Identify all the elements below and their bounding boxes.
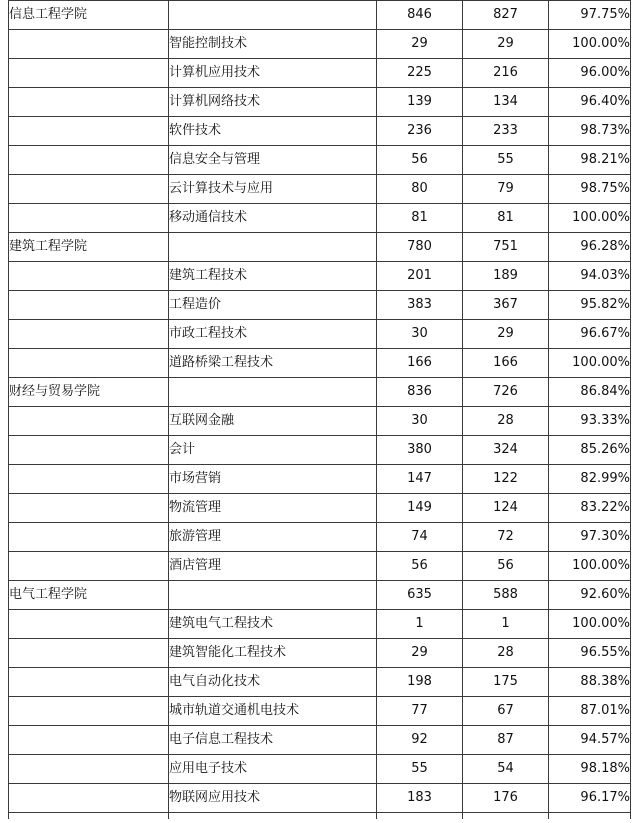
employment-rate-cell: 96.55% [549,639,631,668]
graduates-count-cell: 77 [377,697,463,726]
college-name-cell [9,146,169,175]
college-name-cell [9,291,169,320]
employment-rate-cell: 96.40% [549,88,631,117]
graduates-count-cell: 74 [377,523,463,552]
employment-rate-cell: 96.00% [549,59,631,88]
employed-count-cell: 324 [463,436,549,465]
graduates-count-cell: 139 [377,88,463,117]
college-name-cell [9,117,169,146]
college-name-cell [9,436,169,465]
major-row [9,117,631,146]
college-name-cell [9,523,169,552]
table-cell-partial [377,813,463,820]
college-row [9,1,631,30]
graduates-count-cell: 183 [377,784,463,813]
graduates-count-cell: 201 [377,262,463,291]
employment-rate-cell: 97.30% [549,523,631,552]
graduates-count-cell: 81 [377,204,463,233]
major-name-cell: 计算机网络技术 [169,88,377,117]
employment-rate-cell: 96.17% [549,784,631,813]
college-name-cell [9,204,169,233]
college-name-cell [9,349,169,378]
employment-table [8,0,631,819]
table-cell-partial [549,813,631,820]
college-name-cell: 信息工程学院 [9,1,169,30]
major-row [9,726,631,755]
college-name-cell [9,610,169,639]
employment-rate-cell: 88.38% [549,668,631,697]
table-cell-partial [463,813,549,820]
employed-count-cell: 72 [463,523,549,552]
employed-count-cell: 124 [463,494,549,523]
employment-rate-cell: 96.67% [549,320,631,349]
employment-rate-cell: 87.01% [549,697,631,726]
major-row [9,639,631,668]
graduates-count-cell: 780 [377,233,463,262]
employment-rate-cell: 95.82% [549,291,631,320]
major-name-cell: 城市轨道交通机电技术 [169,697,377,726]
graduates-count-cell: 80 [377,175,463,204]
employed-count-cell: 56 [463,552,549,581]
employed-count-cell: 79 [463,175,549,204]
major-name-cell: 酒店管理 [169,552,377,581]
graduates-count-cell: 198 [377,668,463,697]
employed-count-cell: 28 [463,639,549,668]
graduates-count-cell: 92 [377,726,463,755]
major-row [9,88,631,117]
major-name-cell [169,581,377,610]
employment-rate-cell: 100.00% [549,610,631,639]
major-name-cell: 物联网应用技术 [169,784,377,813]
employed-count-cell: 367 [463,291,549,320]
employed-count-cell: 166 [463,349,549,378]
employment-rate-cell: 85.26% [549,436,631,465]
college-row [9,233,631,262]
employment-rate-cell: 92.60% [549,581,631,610]
major-name-cell: 电子信息工程技术 [169,726,377,755]
employed-count-cell: 29 [463,320,549,349]
major-name-cell: 移动通信技术 [169,204,377,233]
employment-rate-cell: 96.28% [549,233,631,262]
employment-rate-cell: 98.73% [549,117,631,146]
major-name-cell: 建筑电气工程技术 [169,610,377,639]
graduates-count-cell: 56 [377,146,463,175]
graduates-count-cell: 846 [377,1,463,30]
employed-count-cell: 81 [463,204,549,233]
major-row [9,755,631,784]
college-name-cell [9,784,169,813]
employed-count-cell: 87 [463,726,549,755]
college-name-cell [9,697,169,726]
employment-rate-cell: 86.84% [549,378,631,407]
graduates-count-cell: 836 [377,378,463,407]
employed-count-cell: 216 [463,59,549,88]
college-name-cell [9,88,169,117]
graduates-count-cell: 30 [377,407,463,436]
graduates-count-cell: 225 [377,59,463,88]
employed-count-cell: 1 [463,610,549,639]
employment-rate-cell: 100.00% [549,30,631,59]
major-name-cell: 市场营销 [169,465,377,494]
college-name-cell [9,175,169,204]
graduates-count-cell: 383 [377,291,463,320]
major-name-cell: 会计 [169,436,377,465]
major-name-cell: 互联网金融 [169,407,377,436]
graduates-count-cell: 29 [377,639,463,668]
employment-rate-cell: 98.18% [549,755,631,784]
employed-count-cell: 54 [463,755,549,784]
major-row [9,610,631,639]
table-cell-partial [9,813,169,820]
major-name-cell [169,233,377,262]
major-row [9,436,631,465]
college-name-cell [9,755,169,784]
college-name-cell [9,552,169,581]
major-row [9,494,631,523]
employment-rate-cell: 100.00% [549,552,631,581]
graduates-count-cell: 236 [377,117,463,146]
employed-count-cell: 67 [463,697,549,726]
employment-rate-cell: 100.00% [549,349,631,378]
graduates-count-cell: 166 [377,349,463,378]
major-name-cell: 旅游管理 [169,523,377,552]
major-name-cell: 工程造价 [169,291,377,320]
employed-count-cell: 726 [463,378,549,407]
graduates-count-cell: 29 [377,30,463,59]
employed-count-cell: 751 [463,233,549,262]
graduates-count-cell: 30 [377,320,463,349]
major-row [9,146,631,175]
college-name-cell: 电气工程学院 [9,581,169,610]
major-name-cell: 市政工程技术 [169,320,377,349]
major-name-cell [169,1,377,30]
major-row [9,30,631,59]
college-name-cell [9,465,169,494]
employment-rate-cell: 94.57% [549,726,631,755]
major-name-cell: 云计算技术与应用 [169,175,377,204]
major-row [9,523,631,552]
major-name-cell: 智能控制技术 [169,30,377,59]
college-row [9,378,631,407]
employed-count-cell: 189 [463,262,549,291]
graduates-count-cell: 147 [377,465,463,494]
employed-count-cell: 588 [463,581,549,610]
major-row [9,262,631,291]
college-name-cell: 财经与贸易学院 [9,378,169,407]
graduates-count-cell: 1 [377,610,463,639]
employed-count-cell: 134 [463,88,549,117]
college-row [9,581,631,610]
major-row [9,59,631,88]
employed-count-cell: 28 [463,407,549,436]
employment-rate-cell: 100.00% [549,204,631,233]
college-name-cell [9,262,169,291]
major-row [9,668,631,697]
major-row [9,465,631,494]
employment-rate-cell: 98.75% [549,175,631,204]
employment-rate-cell: 83.22% [549,494,631,523]
major-row [9,320,631,349]
major-name-cell [169,378,377,407]
college-name-cell [9,639,169,668]
major-name-cell: 物流管理 [169,494,377,523]
college-name-cell [9,320,169,349]
major-row [9,349,631,378]
major-row [9,407,631,436]
major-name-cell: 软件技术 [169,117,377,146]
table-cell-partial [169,813,377,820]
major-name-cell: 建筑工程技术 [169,262,377,291]
employed-count-cell: 175 [463,668,549,697]
major-row [9,291,631,320]
employed-count-cell: 29 [463,30,549,59]
graduates-count-cell: 635 [377,581,463,610]
major-name-cell: 电气自动化技术 [169,668,377,697]
major-name-cell: 建筑智能化工程技术 [169,639,377,668]
college-name-cell [9,494,169,523]
employed-count-cell: 55 [463,146,549,175]
major-row [9,784,631,813]
college-name-cell [9,407,169,436]
major-name-cell: 信息安全与管理 [169,146,377,175]
major-row [9,552,631,581]
employment-rate-cell: 93.33% [549,407,631,436]
college-name-cell [9,30,169,59]
table-row-partial [9,813,631,820]
major-name-cell: 计算机应用技术 [169,59,377,88]
major-name-cell: 应用电子技术 [169,755,377,784]
college-name-cell [9,668,169,697]
employment-rate-cell: 97.75% [549,1,631,30]
graduates-count-cell: 380 [377,436,463,465]
employed-count-cell: 176 [463,784,549,813]
employed-count-cell: 827 [463,1,549,30]
college-name-cell: 建筑工程学院 [9,233,169,262]
major-row [9,175,631,204]
major-name-cell: 道路桥梁工程技术 [169,349,377,378]
major-row [9,204,631,233]
graduates-count-cell: 55 [377,755,463,784]
table-body [9,1,631,820]
college-name-cell [9,726,169,755]
employment-rate-cell: 98.21% [549,146,631,175]
graduates-count-cell: 149 [377,494,463,523]
employed-count-cell: 233 [463,117,549,146]
graduates-count-cell: 56 [377,552,463,581]
employment-rate-cell: 82.99% [549,465,631,494]
employment-rate-cell: 94.03% [549,262,631,291]
major-row [9,697,631,726]
employed-count-cell: 122 [463,465,549,494]
college-name-cell [9,59,169,88]
